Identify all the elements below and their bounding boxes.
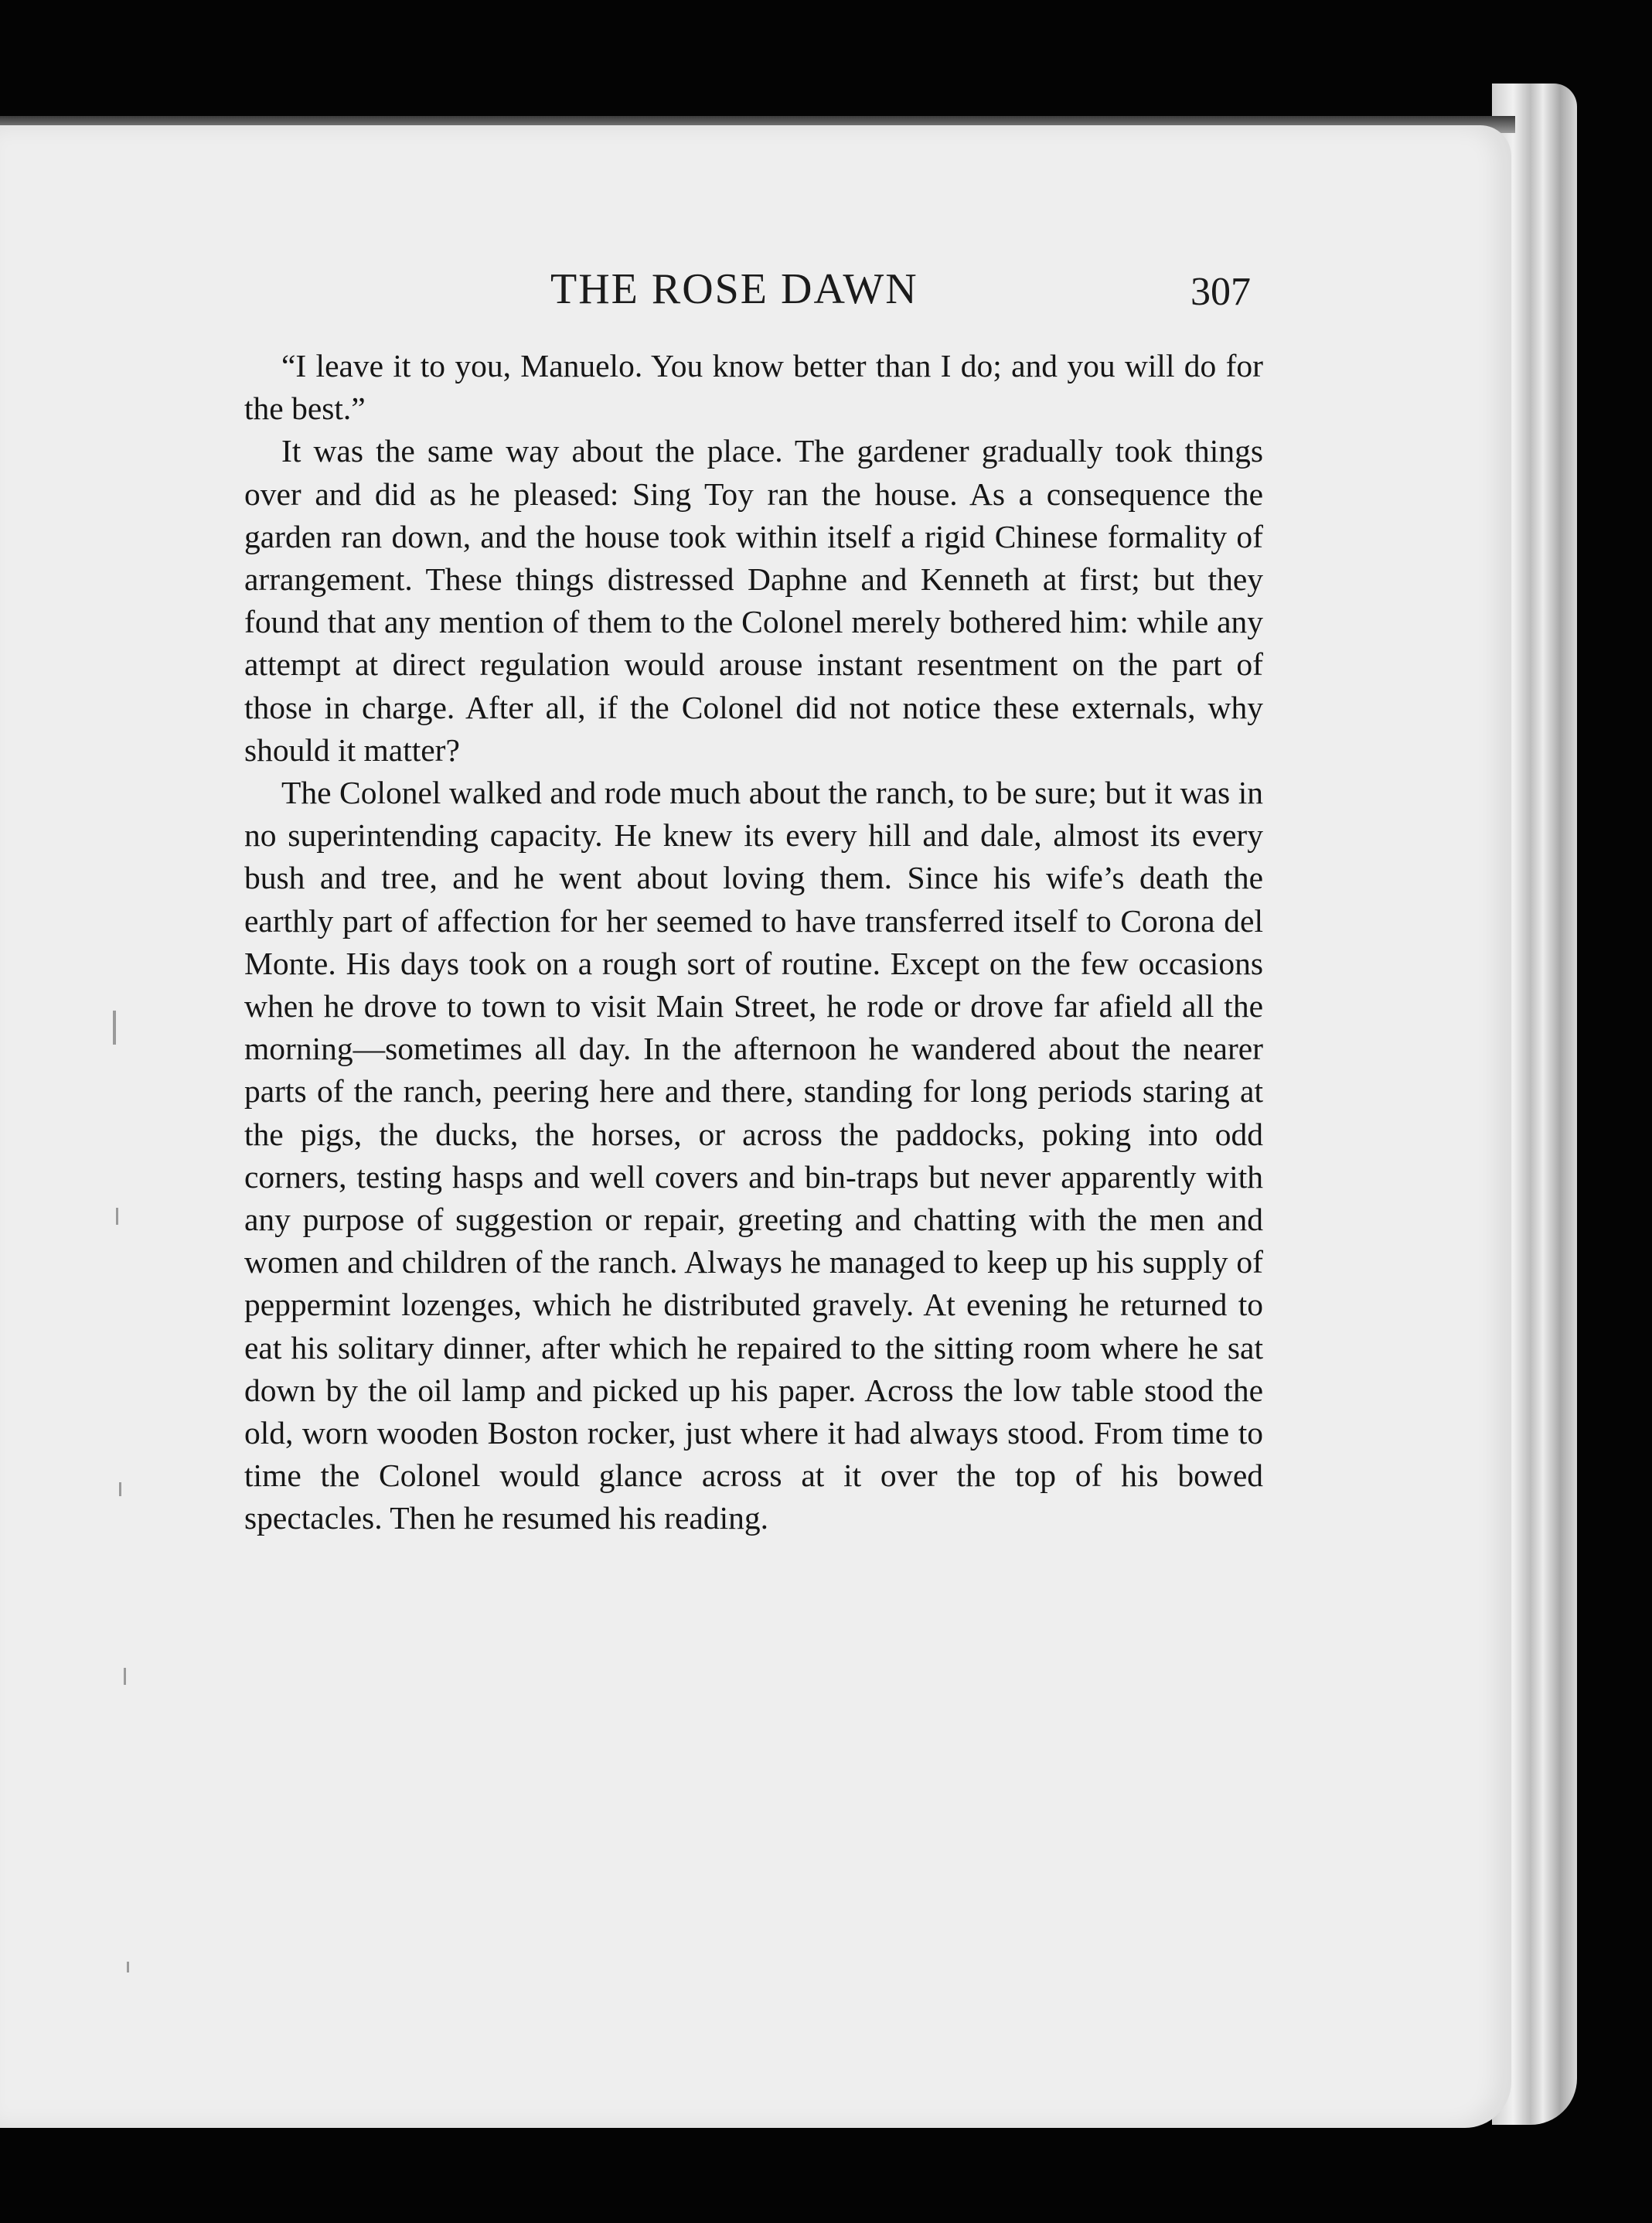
- speck: [127, 1962, 129, 1972]
- page-number: 307: [1190, 270, 1251, 314]
- speck: [124, 1668, 126, 1685]
- paragraph: “I leave it to you, Manuelo. You know better than I do; and you will do for the best.”: [244, 348, 1263, 427]
- speck: [119, 1482, 121, 1496]
- speck: [116, 1208, 118, 1225]
- running-header: [0, 264, 1511, 326]
- speck: [113, 1011, 116, 1045]
- running-title: THE ROSE DAWN: [550, 265, 918, 313]
- paragraph: It was the same way about the place. The gardener gradually took things over and did as he pleased: Sing Toy ran the house. As a consequence the garden ran down, and the house took within itself a rigid Chinese formality of arrangement. These things distressed Daphne and Kenneth at first; but they found that any mention of them to the Colonel merely bothered him: while any attempt at direct regulation would arouse instant resentment on the part of those in charge. After all, if the Colonel did not notice these externals, why should it matter?: [244, 433, 1263, 768]
- body-text: [244, 345, 1263, 1540]
- paragraph: The Colonel walked and rode much about the ranch, to be sure; but it was in no superintending capacity. He knew its every hill and dale, almost its every bush and tree, and he went about loving them. Since his wife’s death the earthly part of affection for her seemed to have transferred itself to Corona del Monte. His days took on a rough sort of routine. Except on the few occasions when he drove to town to visit Main Street, he rode or drove far afield all the morning—sometimes all day. In the afternoon he wandered about the nearer parts of the ranch, peering here and there, standing for long periods staring at the pigs, the ducks, the horses, or across the paddocks, poking into odd corners, testing hasps and well covers and bin-traps but never apparently with any purpose of suggestion or repair, greeting and chatting with the men and women and children of the ranch. Always he managed to keep up his supply of peppermint lozenges, which he distributed gravely. At evening he returned to eat his solitary dinner, after which he repaired to the sitting room where he sat down by the oil lamp and picked up his paper. Across the low table stood the old, worn wooden Boston rocker, just where it had always stood. From time to time the Colonel would glance across at it over the top of his bowed spectacles. Then he resumed his reading.: [244, 775, 1263, 1536]
